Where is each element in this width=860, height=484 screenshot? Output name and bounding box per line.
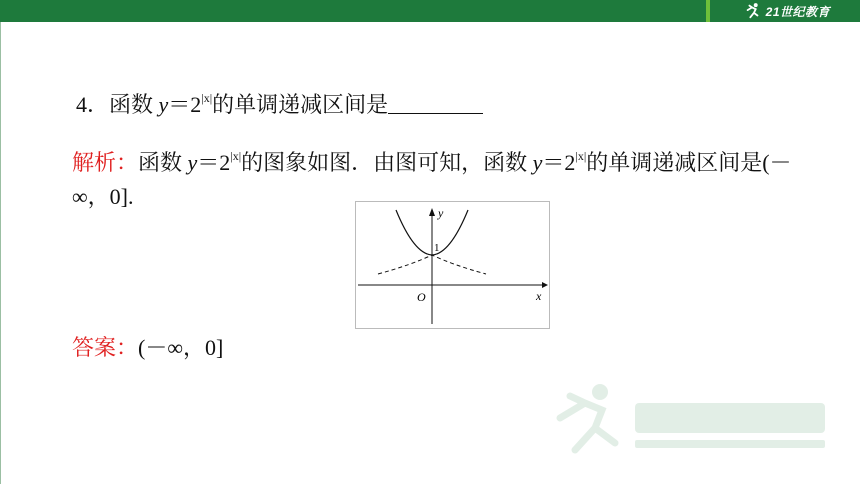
analysis-text-1: 函数 (138, 150, 188, 175)
equation: ＝2 (168, 92, 202, 117)
analysis-exponent2: |x| (575, 149, 587, 163)
answer-line (72, 333, 223, 364)
origin-label: O (417, 290, 426, 304)
question-text-tail: 的单调递减区间是 (212, 92, 389, 117)
answer-value: (－∞，0] (138, 335, 224, 360)
question-line (76, 83, 483, 120)
function-graph (355, 201, 550, 329)
brand-logo (744, 2, 830, 20)
y-label: y (438, 206, 444, 220)
question-text: 函数 (109, 92, 159, 117)
analysis-exponent: |x| (230, 149, 242, 163)
answer-label: 答案： (72, 336, 139, 361)
analysis-eq2: ＝2 (542, 150, 576, 175)
analysis-label: 解析： (72, 151, 139, 176)
x-axis-arrow (542, 282, 548, 288)
var-y: y (158, 92, 169, 117)
graph-svg (356, 202, 549, 328)
header-accent (706, 0, 710, 22)
analysis-text-3: 的单调递减区间是(－∞，0]. (72, 150, 792, 209)
x-label: x (536, 289, 542, 303)
runner-icon (744, 2, 762, 20)
header-bar (0, 0, 860, 22)
one-label: 1 (434, 242, 440, 254)
exponent: |x| (201, 91, 213, 105)
analysis-var-y: y (187, 150, 198, 175)
question-number: 4． (76, 92, 110, 117)
analysis-eq: ＝2 (197, 150, 231, 175)
brand-logo-text: 21世纪教育 (765, 4, 830, 19)
analysis-var-y2: y (532, 150, 543, 175)
watermark-logo (540, 378, 840, 458)
left-border (0, 22, 1, 484)
y-axis-arrow (429, 208, 435, 216)
answer-blank (388, 91, 483, 114)
analysis-text-2: 的图象如图．由图可知，函数 (241, 150, 533, 175)
